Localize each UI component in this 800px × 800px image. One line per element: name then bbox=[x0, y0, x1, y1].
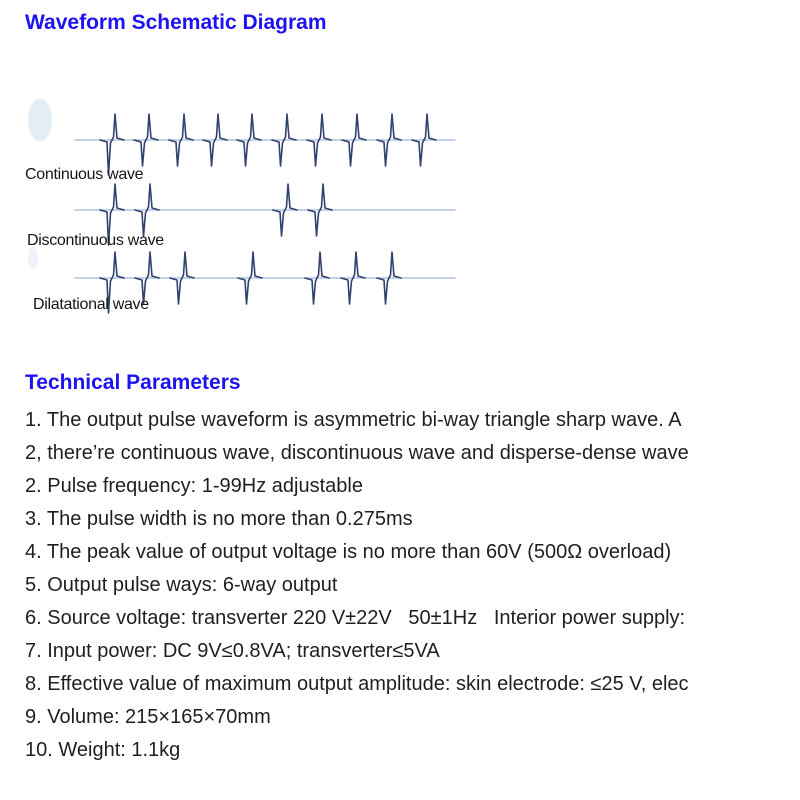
parameter-item-6: 6. Source voltage: transverter 220 V±22V 50±1Hz Interior power supply: bbox=[25, 607, 686, 629]
section-title-technical-parameters: Technical Parameters bbox=[25, 371, 241, 394]
page-title: Waveform Schematic Diagram bbox=[25, 11, 327, 34]
parameter-item-1b: 2, there’re continuous wave, discontinuous wave and disperse-dense wave bbox=[25, 442, 689, 464]
parameter-item-7: 7. Input power: DC 9V≤0.8VA; transverter≤5VA bbox=[25, 640, 440, 662]
parameter-item-5: 5. Output pulse ways: 6-way output bbox=[25, 574, 338, 596]
parameter-item-2: 2. Pulse frequency: 1-99Hz adjustable bbox=[25, 475, 363, 497]
parameter-list bbox=[25, 404, 800, 767]
parameter-item-8: 8. Effective value of maximum output amplitude: skin electrode: ≤25 V, elec bbox=[25, 673, 689, 695]
label-dilatational-wave: Dilatational wave bbox=[33, 296, 149, 313]
parameter-item-10: 10. Weight: 1.1kg bbox=[25, 739, 181, 761]
label-discontinuous-wave: Discontinuous wave bbox=[27, 232, 164, 249]
parameter-item-9: 9. Volume: 215×165×70mm bbox=[25, 706, 271, 728]
parameter-item-3: 3. The pulse width is no more than 0.275ms bbox=[25, 508, 413, 530]
parameter-item-1: 1. The output pulse waveform is asymmetric bi-way triangle sharp wave. A bbox=[25, 409, 682, 431]
label-continuous-wave: Continuous wave bbox=[25, 166, 144, 183]
parameter-item-4: 4. The peak value of output voltage is no more than 60V (500Ω overload) bbox=[25, 541, 672, 563]
